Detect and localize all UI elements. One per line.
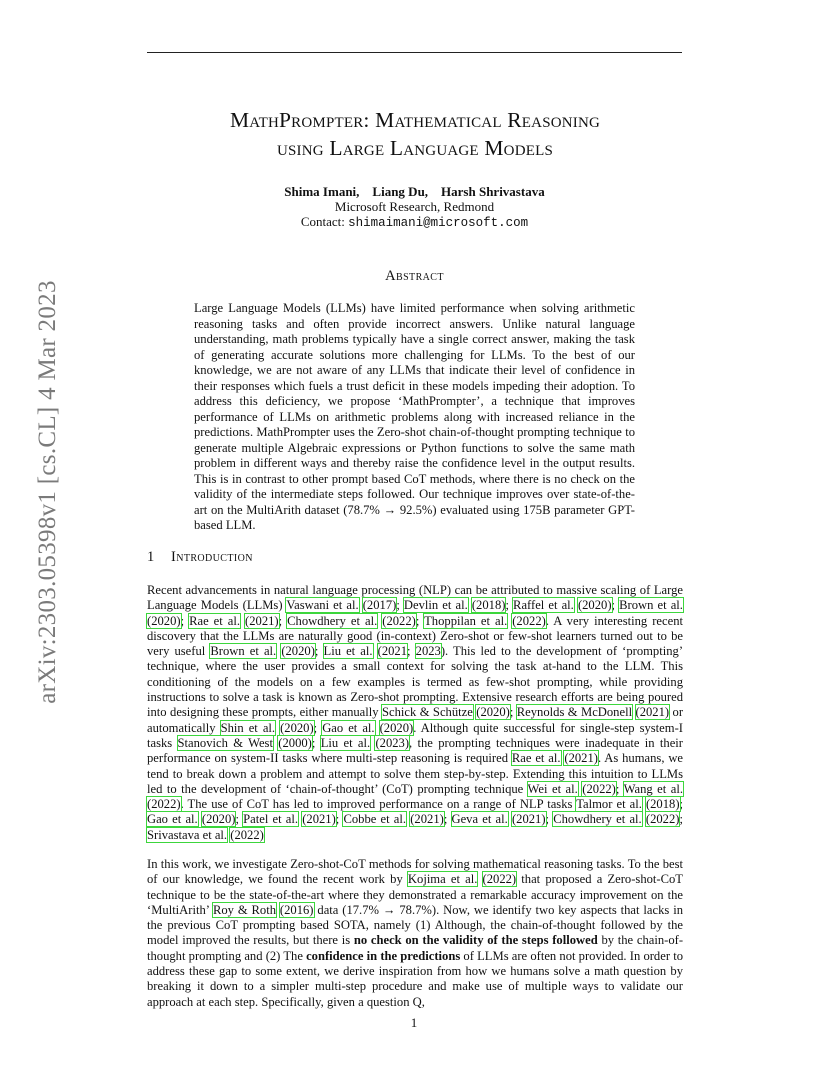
citation-link[interactable]: Chowdhery et al. [287,613,378,628]
text-run: ; [278,613,288,628]
citation-link[interactable]: (2020) [379,720,414,735]
citation-link[interactable]: Talmor et al. [576,797,642,812]
citation-link[interactable]: (2022) [582,781,616,796]
abstract-text: Large Language Models (LLMs) have limited performance when solving arithmetic reasoning tasks and often provide incorrect answers. Unlike natural language understanding, math problems typically have a single correct answer, making the task of generating accurate solutions more challenging for LLMs. To the best of our knowledge, we are not aware of any LLMs that indicate their level of confidence in their responses which fuels a trust deficit in these models impeding their adoption. To address this deficiency, we propose ‘MathPrompter’, a technique that improves performance of LLMs on arithmetic problems along with increased reliance in the predictions. MathPrompter uses the Zero-shot chain-of-thought prompting technique to generate multiple Algebraic expressions or Python functions to solve the same math problem in different ways and thereby raise the confidence level in the output results. This is in contrast to other prompt based CoT methods, where there is no check on the validity of the intermediate steps followed. Our technique improves over state-of-the-art on the MultiArith dataset (78.7% → 92.5%) evaluated using 175B parameter GPT-based LLM. [194,301,635,532]
citation-link[interactable]: (2022) [382,613,416,628]
citation-link[interactable]: (2021) [410,812,444,827]
text-run: ; [314,644,324,659]
citation-link[interactable]: (2023) [375,735,410,750]
text-run: ; [679,812,683,827]
text-run: ; [311,735,321,750]
text-run: . A very interesting recent discovery that the LLMs are naturally good (in-context) Zero-shot or few-shot learners turned out to be very useful [147,613,683,659]
citation-link[interactable]: Thoppilan et al. [424,613,508,628]
contact-email-link[interactable]: shimaimani@microsoft.com [348,216,529,230]
text-run: In this work, we investigate Zero-shot-CoT methods for solving mathematical reasoning tasks. To the best of our knowledge, we found the recent work by [147,857,683,887]
citation-link[interactable]: Devlin et al. [403,598,468,613]
text-run: ; [396,598,404,613]
citation-link[interactable]: (2021) [511,812,546,827]
citation-link[interactable]: 2023 [415,644,441,659]
citation-link[interactable]: Raffel et al. [513,598,574,613]
text-run [375,721,380,735]
citation-link[interactable]: Srivastava et al. [147,827,228,842]
citation-link[interactable]: (2020) [281,644,315,659]
title-line-2: using Large Language Models [276,136,554,160]
citation-link[interactable]: (2018) [471,598,506,613]
citation-link[interactable]: Geva et al. [451,812,508,827]
citation-link[interactable]: Schick & Schütze [382,705,473,720]
citation-link[interactable]: (2022) [482,872,517,887]
intro-paragraph-1 [147,583,683,843]
citation-link[interactable]: Brown et al. [619,598,683,613]
citation-link[interactable]: (2021 [377,644,408,659]
bold-text-run: no check on the validity of the steps followed [353,933,598,948]
contact-label: Contact: [300,214,349,229]
section-heading [147,549,253,566]
title-line-1: MathPrompter: Mathematical Reasoning [229,108,601,132]
paper-title [120,106,710,162]
text-run: . As humans, we tend to break down a problem and attempt to solve them step-by-step. Extending this intuition to LLMs led to the development of ‘chain-of-thought’ (CoT) prompting technique [147,751,684,796]
citation-link[interactable]: Gao et al. [322,720,375,735]
citation-link[interactable]: Wang et al. [623,781,683,796]
citation-link[interactable]: Stanovich & West [177,735,273,750]
text-run: Recent advancements in natural language processing (NLP) can be attributed to massive scaling of Large Language Models (LLMs) [147,583,683,613]
citation-link[interactable]: (2022) [645,812,680,827]
citation-link[interactable]: Patel et al. [243,812,299,827]
text-run: that proposed a Zero-shot-CoT technique to be the state-of-the-art where they demonstrated a remarkable accuracy improvement on the ‘MultiArith’ [147,872,683,917]
citation-link[interactable]: Kojima et al. [407,872,478,887]
text-run: ; [545,812,554,827]
text-run: ; [407,644,416,659]
citation-link[interactable]: Rae et al. [189,613,241,628]
citation-link[interactable]: Roy & Roth [212,902,277,917]
text-run: , the prompting techniques were inadequate in their performance on system-II tasks where multi-step reasoning is required [147,735,684,766]
citation-link[interactable]: Wei et al. [527,781,578,796]
text-run: ; [180,613,190,628]
text-run: or automatically [147,705,684,735]
citation-link[interactable]: (2021) [302,812,336,827]
section-title: Introduction [171,549,253,565]
citation-link[interactable]: (2020) [201,812,236,827]
text-run: by the chain-of-thought prompting and (2) The [147,933,684,963]
citation-link[interactable]: (2018) [645,797,680,812]
citation-link[interactable]: (2021) [245,613,279,628]
citation-link[interactable]: (2017) [362,598,397,613]
arxiv-identifier: arXiv:2303.05398v1 [cs.CL] 4 Mar 2023 [34,280,61,704]
text-run: data (17.7% → 78.7%). Now, we identify two key aspects that lacks in the previous CoT prompting based SOTA, namely (1) Although, the chain-of-thought followed by the model improved the results, but there is [147,902,683,948]
citation-link[interactable]: Liu et al. [323,644,373,659]
text-run [632,705,635,719]
author-list: Shima Imani, Liang Du, Harsh Shrivastava [284,184,545,199]
page-number: 1 [410,1015,418,1030]
citation-link[interactable]: Brown et al. [210,644,277,659]
citation-link[interactable]: (2021) [635,705,670,720]
bold-text-run: confidence in the predictions [306,948,461,963]
abstract-heading: Abstract [385,268,444,284]
intro-paragraph-2 [147,857,683,1010]
text-run: ). This led to the development of ‘prompting’ technique, where the user provides a small context for solving the task at-hand to the LLM. This conditioning of the models on a few examples is termed as few-shot prompting, while providing instructions to solve a task is known as Zero-shot prompting. Extensive research efforts are being poured into designing these prompts, either manually [147,644,684,720]
affiliation: Microsoft Research, Redmond [334,199,495,214]
top-rule [147,52,682,53]
citation-link[interactable]: (2022) [512,613,546,628]
citation-link[interactable]: Liu et al. [320,735,371,750]
citation-link[interactable]: (2022) [147,797,181,812]
text-run: of LLMs are often not provided. In order to address these gap to some extent, we derive inspiration from how we humans solve a math question by breaking it down to a simpler multi-step procedure and make use of multiple ways to validate our approach at each step. Specifically, given a question Q, [147,948,683,1009]
text-run: ; [509,705,517,720]
text-run: ; [313,720,323,735]
text-run: . The use of CoT has led to improved performance on a range of NLP tasks [180,797,577,812]
citation-link[interactable]: Chowdhery et al. [553,812,642,827]
citation-link[interactable]: (2016) [279,902,314,917]
text-run: ; [615,781,624,796]
text-run: ; [679,797,684,812]
text-run: ; [505,598,514,613]
citation-link[interactable]: (2000) [278,735,312,750]
text-run: ; [335,812,344,827]
text-run: ; [611,598,620,613]
text-run: . Although quite successful for single-step system-I tasks [147,720,683,750]
text-run: ; [415,613,425,628]
citation-link[interactable]: (2022) [230,827,264,842]
text-run [373,644,378,658]
text-run: ; [443,812,452,827]
citation-link[interactable]: (2021) [564,751,598,766]
citation-link[interactable]: Vaswani et al. [286,598,359,613]
contact-line [147,214,682,230]
citation-link[interactable]: Gao et al. [147,812,198,827]
citation-link[interactable]: Rae et al. [511,751,561,766]
section-number: 1 [147,549,155,565]
text-run [477,872,482,886]
citation-link[interactable]: Cobbe et al. [343,812,407,827]
citation-link[interactable]: (2020) [577,598,612,613]
citation-link[interactable]: Reynolds & McDonell [516,705,633,720]
citation-link[interactable]: Shin et al. [220,720,276,735]
citation-link[interactable]: (2020) [147,613,181,628]
citation-link[interactable]: (2020) [280,720,314,735]
citation-link[interactable]: (2020) [476,705,510,720]
text-run: ; [235,812,244,827]
